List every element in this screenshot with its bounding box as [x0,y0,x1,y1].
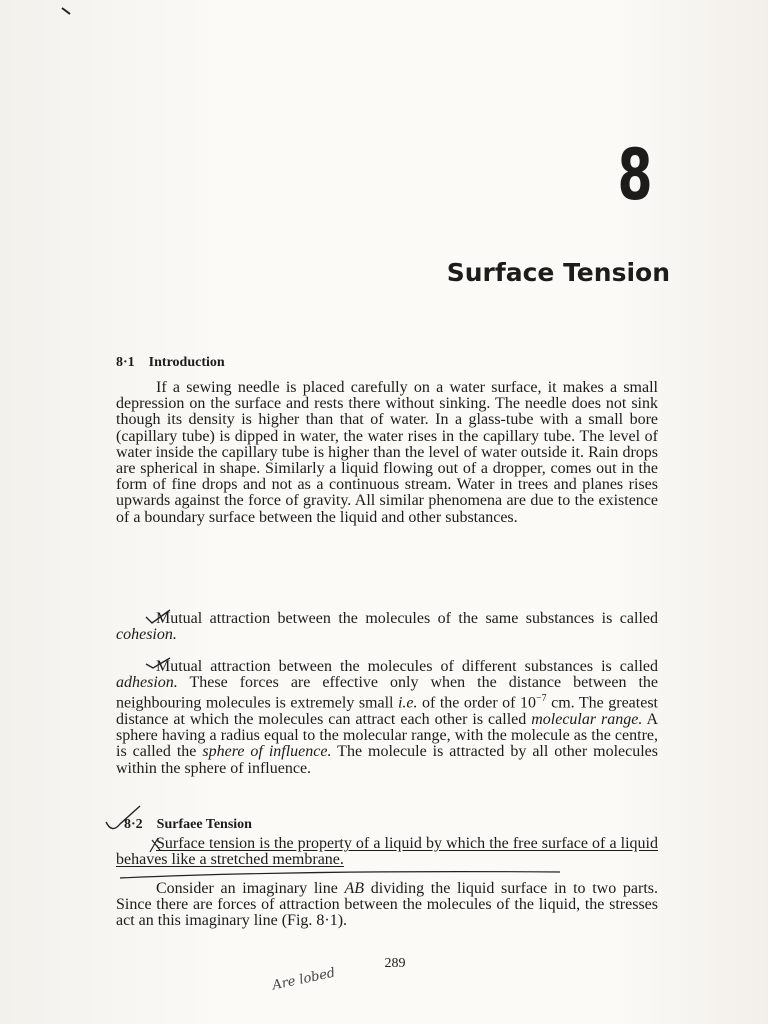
adhesion-rest-4: A sphere having a radius equal to the molecular range, with the molecule as the centre, is called the [116,710,659,761]
section-title: Surfaee Tension [156,817,252,832]
cohesion-term: cohesion. [116,626,177,644]
chapter-number: 8 [617,134,653,216]
ie-abbrev: i.e. [397,694,418,712]
chapter-title: Surface Tension [446,258,670,287]
adhesion-rest-2: of the order of 10 [422,694,536,712]
exponent: −7 [535,693,547,705]
adhesion-term: adhesion. [116,674,178,692]
pen-mark-definition [150,838,160,852]
tick-mark-adhesion [146,658,170,668]
handwritten-note: Are lobed [271,965,337,994]
adhesion-rest-5: The molecule is attracted by all other molecules within the sphere of influence. [116,743,659,777]
consider-text-a: Consider an imaginary line [156,880,338,897]
consider-text-b: dividing the liquid surface in to two parts. Since there are forces of attraction between the molecules of the liquid, the stresses act an this imaginary line (Fig. 8·1). [116,880,659,930]
intro-paragraph: If a sewing needle is placed carefully on a water surface, it makes a small depression on the surface and rests there without sinking. The needle does not sink though its density is higher than that of water. In a glass-tube with a small bore (capillary tube) is dipped in water, the water rises in the capillary tube. The level of water inside the capillary tube is higher than the level of water outside it. Rain drops are spherical in shape. Similarly a liquid flowing out of a dropper, comes out in the form of fine drops and not as a continuous stream. Water in trees and planes rises upwards against the force of gravity. All similar phenomena are due to the existence of a boundary surface between the liquid and other substances. [116,379,658,526]
page-number: 289 [384,956,406,971]
adhesion-text: Mutual attraction between the molecules of different substances is called [156,658,658,675]
tick-mark-cohesion [146,610,170,623]
molecular-range-term: molecular range. [531,710,643,728]
section-number: 8·2 [124,817,143,832]
adhesion-rest: These forces are effective only when the distance between the neighbouring molecules is extremely small [116,674,659,712]
cohesion-text: Mutual attraction between the molecules of the same substances is called [156,610,658,627]
adhesion-rest-3: cm. The greatest distance at which the molecules can attract each other is called [116,694,659,728]
sphere-of-influence-term: sphere of influence. [202,743,332,761]
corner-mark [62,8,70,14]
tick-mark-section [106,806,140,829]
pen-underline [120,872,560,878]
section-number: 8·1 [116,355,135,370]
section-title: Introduction [148,355,225,370]
surface-tension-definition: Surface tension is the property of a liquid by which the free surface of a liquid behaves like a stretched membrane. [116,835,658,869]
line-ab: AB [344,880,365,897]
